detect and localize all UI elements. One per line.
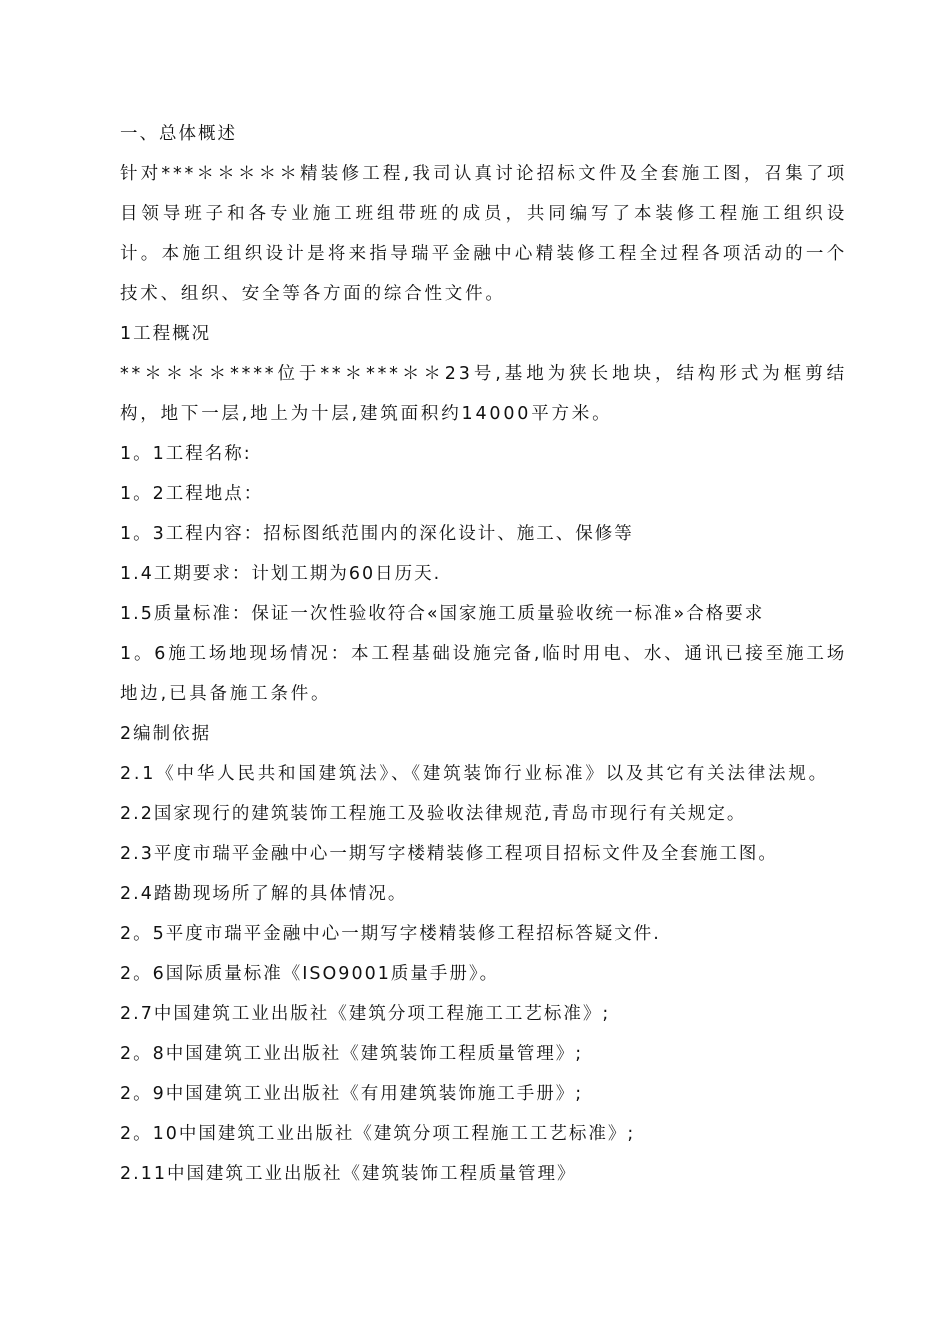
basis-item-2-4: 2.4踏勘现场所了解的具体情况。 bbox=[120, 884, 408, 904]
basis-item-2-7: 2.7中国建筑工业出版社《建筑分项工程施工工艺标准》; bbox=[120, 1004, 611, 1024]
basis-item-2-1: 2.1《中华人民共和国建筑法》、《建筑装饰行业标准》以及其它有关法律法规。 bbox=[120, 764, 829, 784]
section-heading-basis: 2编制依据 bbox=[120, 724, 212, 744]
paragraph-project-location: **＊＊＊＊****位于**＊***＊＊23号,基地为狭长地块，结构形式为框剪结构，地下一层,地上为十层,建筑面积约14000平方米。 bbox=[120, 364, 847, 424]
basis-item-2-11: 2.11中国建筑工业出版社《建筑装饰工程质量管理》 bbox=[120, 1164, 577, 1184]
basis-item-2-3: 2.3平度市瑞平金融中心一期写字楼精装修工程项目招标文件及全套施工图。 bbox=[120, 844, 778, 864]
item-schedule: 1.4工期要求：计划工期为60日历天. bbox=[120, 564, 442, 584]
item-project-site: 1。2工程地点： bbox=[120, 484, 264, 504]
basis-item-2-2: 2.2国家现行的建筑装饰工程施工及验收法律规范,青岛市现行有关规定。 bbox=[120, 804, 747, 824]
item-site-conditions: 1。6施工场地现场情况：本工程基础设施完备,临时用电、水、通讯已接至施工场地边,已具备施工条件。 bbox=[120, 644, 847, 704]
document-body bbox=[120, 114, 847, 1194]
paragraph-intro: 针对***＊＊＊＊＊精装修工程,我司认真讨论招标文件及全套施工图，召集了项目领导班子和各专业施工班组带班的成员，共同编写了本装修工程施工组织设计。本施工组织设计是将来指导瑞平金融中心精装修工程全过程各项活动的一个技术、组织、安全等各方面的综合性文件。 bbox=[120, 164, 847, 304]
basis-item-2-5: 2。5平度市瑞平金融中心一期写字楼精装修工程招标答疑文件. bbox=[120, 924, 661, 944]
basis-item-2-9: 2。9中国建筑工业出版社《有用建筑装饰施工手册》; bbox=[120, 1084, 584, 1104]
item-quality-standard: 1.5质量标准：保证一次性验收符合«国家施工质量验收统一标准»合格要求 bbox=[120, 604, 765, 624]
item-project-content: 1。3工程内容：招标图纸范围内的深化设计、施工、保修等 bbox=[120, 524, 634, 544]
basis-item-2-8: 2。8中国建筑工业出版社《建筑装饰工程质量管理》; bbox=[120, 1044, 584, 1064]
item-project-name: 1。1工程名称: bbox=[120, 444, 252, 464]
section-heading-project-overview: 1工程概况 bbox=[120, 324, 212, 344]
section-heading-overview: 一、总体概述 bbox=[120, 124, 237, 144]
basis-item-2-6: 2。6国际质量标准《ISO9001质量手册》。 bbox=[120, 964, 500, 984]
basis-item-2-10: 2。10中国建筑工业出版社《建筑分项工程施工工艺标准》; bbox=[120, 1124, 636, 1144]
